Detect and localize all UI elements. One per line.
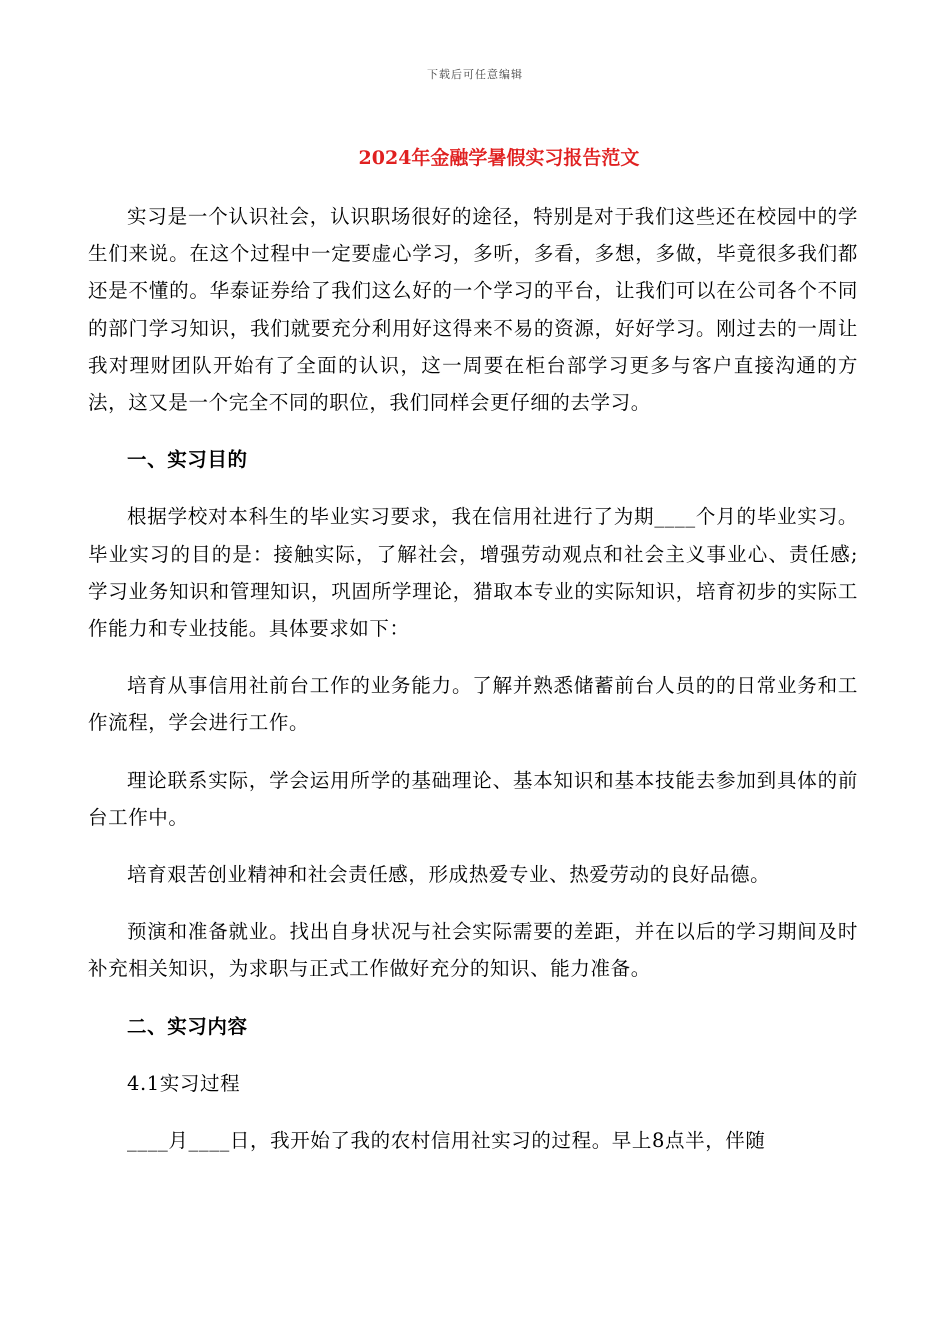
purpose-paragraph-1: 根据学校对本科生的毕业实习要求，我在信用社进行了为期____个月的毕业实习。毕业实习的目的是：接触实际，了解社会，增强劳动观点和社会主义事业心、责任感;学习业务知识和管理知识，巩固所学理论，猎取本专业的实际知识，培育初步的实际工作能力和专业技能。具体要求如下： [88, 505, 858, 641]
section-heading-content: 二、实习内容 [127, 1014, 248, 1038]
purpose-paragraph-2: 培育从事信用社前台工作的业务能力。了解并熟悉储蓄前台人员的的日常业务和工作流程，学会进行工作。 [88, 674, 858, 735]
process-paragraph-1: ____月____日，我开始了我的农村信用社实习的过程。早上8点半，伴随 [127, 1129, 766, 1153]
purpose-paragraph-4: 培育艰苦创业精神和社会责任感，形成热爱专业、热爱劳动的良好品德。 [127, 863, 771, 887]
header-note: 下载后可任意编辑 [427, 68, 523, 81]
section-heading-purpose: 一、实习目的 [127, 448, 248, 472]
purpose-paragraph-3: 理论联系实际，学会运用所学的基础理论、基本知识和基本技能去参加到具体的前台工作中。 [88, 768, 858, 829]
purpose-paragraph-5: 预演和准备就业。找出自身状况与社会实际需要的差距，并在以后的学习期间及时补充相关知识，为求职与正式工作做好充分的知识、能力准备。 [88, 920, 858, 981]
document-title: 2024年金融学暑假实习报告范文 [358, 147, 640, 169]
document-body [88, 198, 858, 1179]
subsection-heading-process: 4.1实习过程 [127, 1071, 241, 1095]
intro-paragraph: 实习是一个认识社会，认识职场很好的途径，特别是对于我们这些还在校园中的学生们来说。在这个过程中一定要虚心学习，多听，多看，多想，多做，毕竟很多我们都还是不懂的。华泰证券给了我们这么好的一个学习的平台，让我们可以在公司各个不同的部门学习知识，我们就要充分利用好这得来不易的资源，好好学习。刚过去的一周让我对理财团队开始有了全面的认识，这一周要在柜台部学习更多与客户直接沟通的方法，这又是一个完全不同的职位，我们同样会更仔细的去学习。 [88, 205, 858, 415]
